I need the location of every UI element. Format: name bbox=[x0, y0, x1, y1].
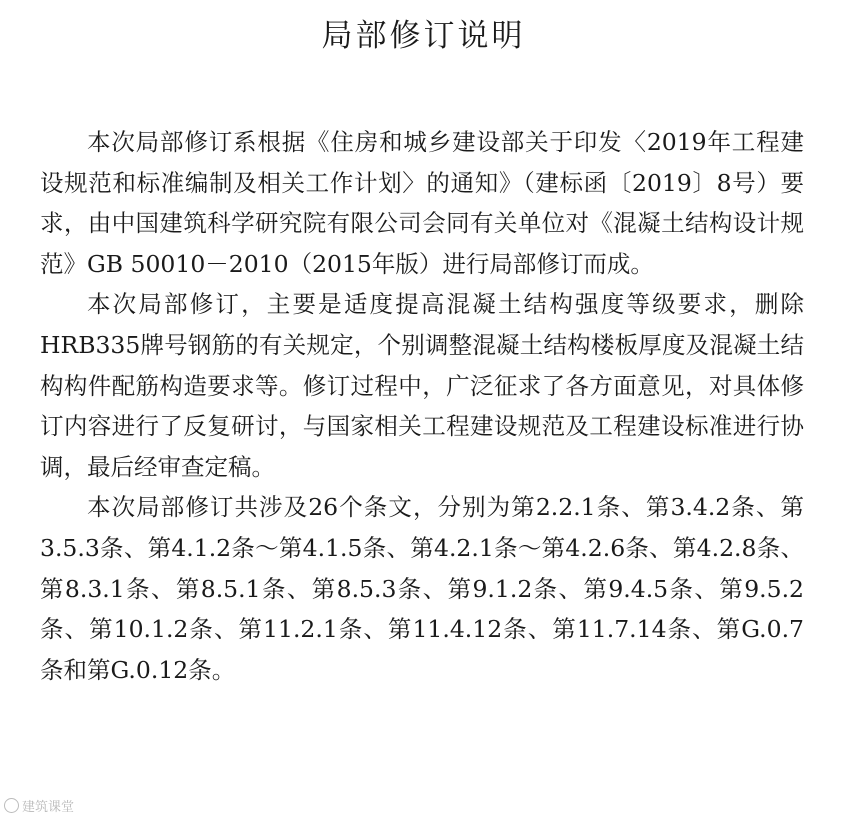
document-body bbox=[40, 122, 804, 690]
watermark bbox=[4, 796, 74, 815]
document-title: 局部修订说明 bbox=[321, 18, 526, 54]
watermark-text: 建筑课堂 bbox=[22, 800, 75, 815]
paragraph-revision-content: 本次局部修订，主要是适度提高混凝土结构强度等级要求，删除HRB335牌号钢筋的有关规定，个别调整混凝土结构楼板厚度及混凝土结构构件配筋构造要求等。修订过程中，广泛征求了各方面意见，对具体修订内容进行了反复研讨，与国家相关工程建设规范及工程建设标准进行协调，最后经审查定稿。 bbox=[40, 290, 804, 481]
circle-logo-icon bbox=[4, 798, 19, 813]
paragraph-revision-basis: 本次局部修订系根据《住房和城乡建设部关于印发〈2019年工程建设规范和标准编制及相关工作计划〉的通知》（建标函〔2019〕8号）要求，由中国建筑科学研究院有限公司会同有关单位对《混凝土结构设计规范》GB 50010－2010（2015年版）进行局部修订而成。 bbox=[40, 128, 804, 278]
paragraph-revised-clauses: 本次局部修订共涉及26个条文，分别为第2.2.1条、第3.4.2条、第3.5.3条、第4.1.2条～第4.1.5条、第4.2.1条～第4.2.6条、第4.2.8条、第8.3.1条、第8.5.1条、第8.5.3条、第9.1.2条、第9.4.5条、第9.5.2条、第10.1.2条、第11.2.1条、第11.4.12条、第11.7.14条、第G.0.7条和第G.0.12条。 bbox=[40, 493, 804, 684]
